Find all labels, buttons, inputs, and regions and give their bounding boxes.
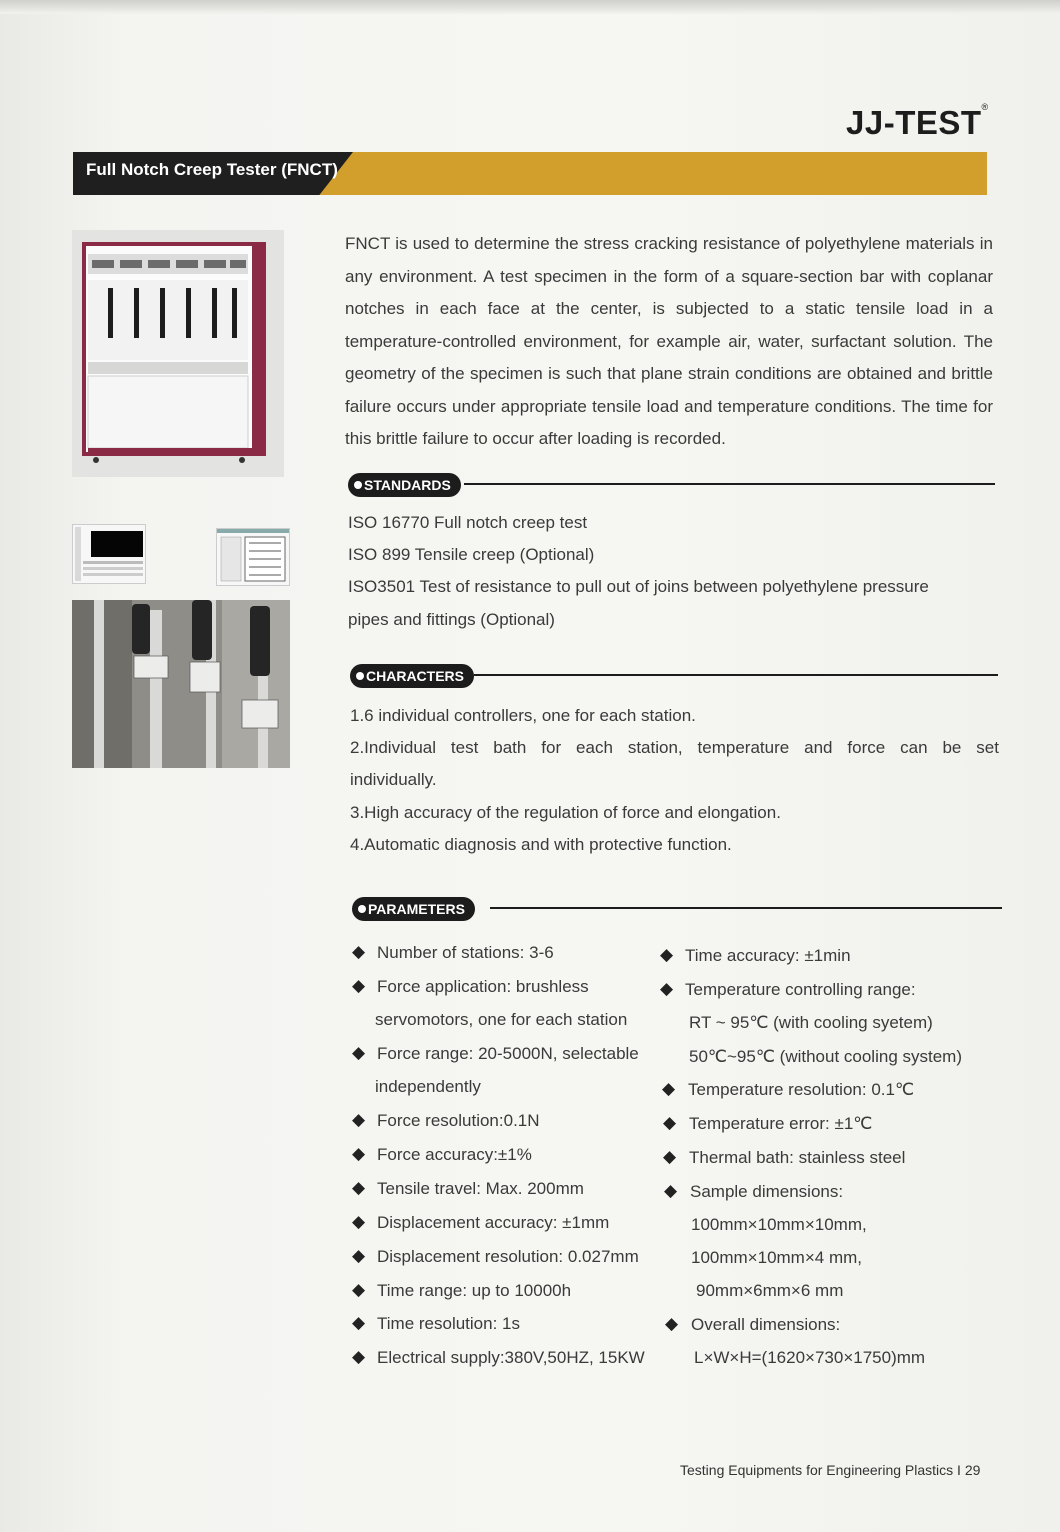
parameter-item: Time resolution: 1s [377, 1314, 520, 1333]
diamond-bullet-icon: ◆ [352, 1110, 366, 1129]
diamond-bullet-icon: ◆ [352, 1280, 366, 1299]
parameter-item: Number of stations: 3-6 [377, 943, 554, 962]
parameter-item: Force range: 20-5000N, selectable [377, 1044, 639, 1063]
page-edge [0, 0, 1060, 14]
parameter-item: 90mm×6mm×6 mm [696, 1281, 844, 1300]
standards-rule [464, 483, 995, 485]
diamond-bullet-icon: ◆ [352, 1144, 366, 1163]
parameter-item: RT ~ 95℃ (with cooling syetem) [689, 1013, 933, 1032]
page-title: Full Notch Creep Tester (FNCT) [86, 160, 338, 179]
parameter-item: 50℃~95℃ (without cooling system) [689, 1047, 962, 1066]
diamond-bullet-icon: ◆ [352, 1313, 366, 1332]
parameter-item: Time accuracy: ±1min [685, 946, 851, 965]
parameter-item: servomotors, one for each station [375, 1010, 628, 1029]
parameter-item: Force accuracy:±1% [377, 1145, 532, 1164]
diamond-bullet-icon: ◆ [662, 1079, 676, 1098]
bullet-dot-icon [358, 905, 366, 913]
standards-item: ISO3501 Test of resistance to pull out of joins between polyethylene pressure [348, 577, 929, 596]
parameter-item: Displacement resolution: 0.027mm [377, 1247, 639, 1266]
diamond-bullet-icon: ◆ [352, 1178, 366, 1197]
characters-heading: CHARACTERS [350, 664, 474, 688]
parameters-heading: PARAMETERS [352, 897, 475, 921]
bullet-dot-icon [354, 481, 362, 489]
diamond-bullet-icon: ◆ [352, 976, 366, 995]
parameters-section-header [352, 897, 1002, 921]
diamond-bullet-icon: ◆ [665, 1314, 679, 1333]
parameter-item: Thermal bath: stainless steel [689, 1148, 906, 1167]
characters-item: individually. [350, 770, 437, 789]
parameter-item: Electrical supply:380V,50HZ, 15KW [377, 1348, 645, 1367]
parameter-item: Overall dimensions: [691, 1315, 841, 1334]
description-paragraph: FNCT is used to determine the stress cracking resistance of polyethylene materials in any environment. A test specimen in the form of a square-section bar with coplanar notches in each face at the center, is subjected to a static tensile load in a temperature-controlled environment, for example air, water, surfactant solution. The geometry of the specimen is such that plane strain conditions are obtained and brittle failure occurs under appropriate tensile load and temperature conditions. The time for this brittle failure to occur after loading is recorded. [345, 234, 993, 448]
diamond-bullet-icon: ◆ [660, 945, 674, 964]
parameter-item: Temperature resolution: 0.1℃ [688, 1080, 915, 1099]
bullet-dot-icon [356, 672, 364, 680]
standards-item: pipes and fittings (Optional) [348, 610, 555, 629]
standards-item: ISO 16770 Full notch creep test [348, 513, 588, 532]
parameter-item: Time range: up to 10000h [377, 1281, 572, 1300]
parameter-item: L×W×H=(1620×730×1750)mm [694, 1348, 926, 1367]
characters-rule [474, 674, 998, 676]
page-footer: Testing Equipments for Engineering Plastics I 29 [680, 1462, 981, 1478]
parameter-item: Temperature error: ±1℃ [689, 1114, 873, 1133]
parameter-item: independently [375, 1077, 481, 1096]
diamond-bullet-icon: ◆ [352, 1212, 366, 1231]
diamond-bullet-icon: ◆ [663, 1147, 677, 1166]
diamond-bullet-icon: ◆ [352, 1347, 366, 1366]
parameter-item: Tensile travel: Max. 200mm [377, 1179, 584, 1198]
diamond-bullet-icon: ◆ [352, 1043, 366, 1062]
characters-section-header [350, 664, 998, 688]
diamond-bullet-icon: ◆ [352, 942, 366, 961]
parameter-item: Force resolution:0.1N [377, 1111, 540, 1130]
parameter-item: Sample dimensions: [690, 1182, 844, 1201]
parameter-item: 100mm×10mm×10mm, [691, 1215, 867, 1234]
diamond-bullet-icon: ◆ [352, 1246, 366, 1265]
software-screenshot-2 [216, 528, 290, 586]
standards-heading: STANDARDS [348, 473, 461, 497]
characters-item: 3.High accuracy of the regulation of force and elongation. [350, 803, 781, 822]
parameters-rule [490, 907, 1002, 909]
brand-logo: JJ-TEST® [846, 102, 989, 141]
parameter-item: Force application: brushless [377, 977, 589, 996]
characters-item: 4.Automatic diagnosis and with protective function. [350, 835, 732, 854]
diamond-bullet-icon: ◆ [663, 1113, 677, 1132]
parameter-item: Displacement accuracy: ±1mm [377, 1213, 610, 1232]
diamond-bullet-icon: ◆ [660, 979, 674, 998]
test-station-closeup-photo [72, 600, 290, 768]
machine-photo [72, 230, 284, 477]
software-screenshot-1 [72, 524, 146, 584]
characters-item: 1.6 individual controllers, one for each station. [350, 706, 696, 725]
standards-item: ISO 899 Tensile creep (Optional) [348, 545, 595, 564]
diamond-bullet-icon: ◆ [664, 1181, 678, 1200]
standards-section-header [348, 473, 995, 497]
characters-item: 2.Individual test bath for each station, temperature and force can be set [350, 738, 999, 757]
parameter-item: 100mm×10mm×4 mm, [691, 1248, 862, 1267]
parameter-item: Temperature controlling range: [685, 980, 916, 999]
